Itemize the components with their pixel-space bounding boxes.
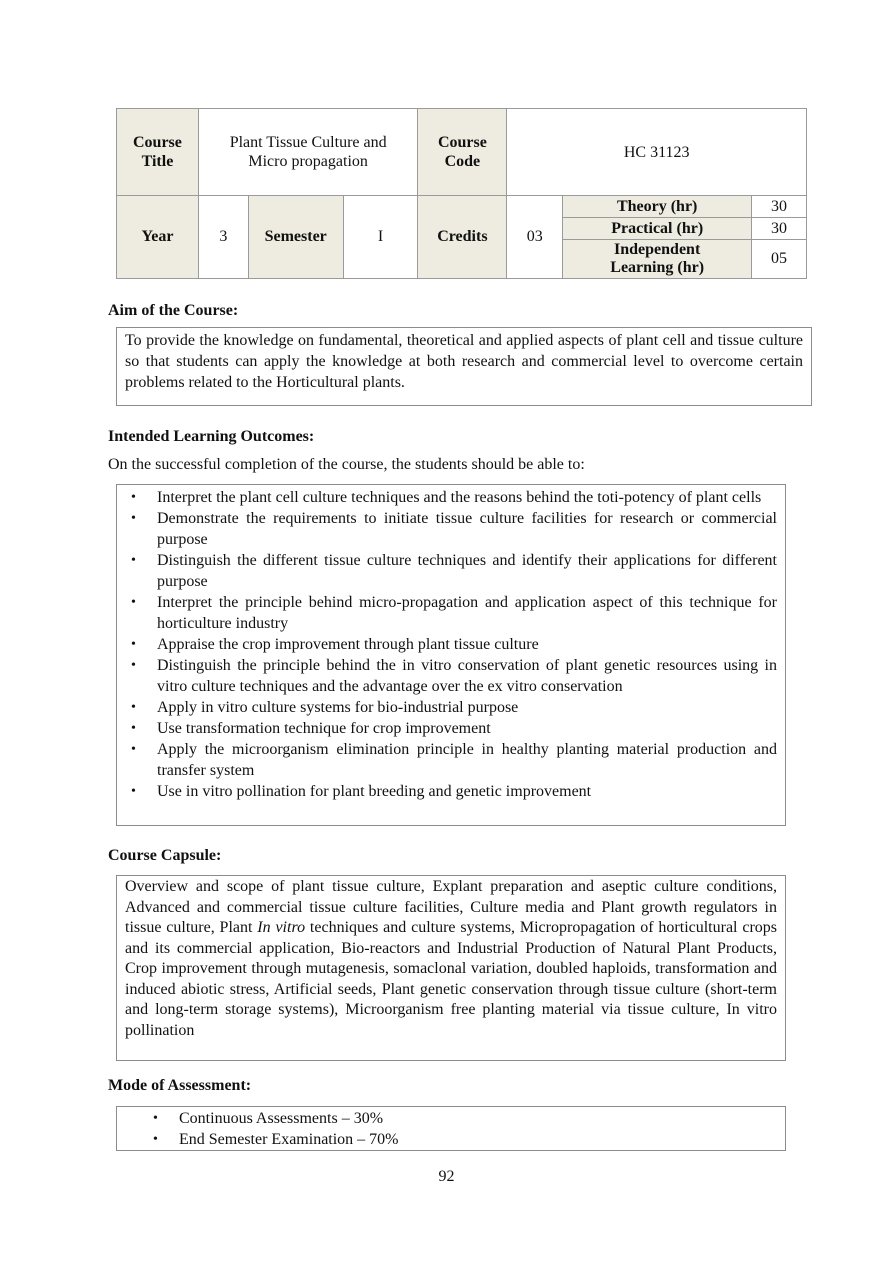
course-title-label: Course Title	[117, 109, 199, 196]
page-number: 92	[438, 1168, 455, 1185]
semester-label: Semester	[248, 196, 343, 279]
course-code-label: Course Code	[418, 109, 507, 196]
ilo-item: • Use transformation technique for crop improvement	[131, 720, 491, 737]
bullet-icon: •	[131, 637, 136, 652]
bullet-icon: •	[153, 1132, 158, 1147]
assessment-item: • End Semester Examination – 70%	[153, 1131, 399, 1148]
theory-hours-value: 30	[752, 196, 807, 218]
ilo-list	[125, 487, 777, 802]
year-value: 3	[198, 196, 248, 279]
bullet-icon: •	[131, 490, 136, 505]
ilo-item: • Interpret the principle behind micro-propagation and application aspect of this technique for horticulture industry	[131, 594, 777, 632]
theory-hours-label: Theory (hr)	[563, 196, 752, 218]
ilo-item: • Use in vitro pollination for plant breeding and genetic improvement	[131, 783, 592, 800]
ilo-item: • Apply in vitro culture systems for bio-industrial purpose	[131, 699, 519, 716]
independent-learning-label: Independent Learning (hr)	[563, 240, 752, 279]
capsule-heading: Course Capsule:	[108, 847, 222, 864]
bullet-icon: •	[131, 658, 136, 673]
ilo-intro: On the successful completion of the course, the students should be able to:	[108, 456, 585, 473]
bullet-icon: •	[131, 700, 136, 715]
bullet-icon: •	[153, 1111, 158, 1126]
ilo-item: • Demonstrate the requirements to initiate tissue culture facilities for research or commercial purpose	[131, 510, 777, 548]
bullet-icon: •	[131, 595, 136, 610]
aim-heading: Aim of the Course:	[108, 302, 239, 319]
credits-label: Credits	[418, 196, 507, 279]
practical-hours-value: 30	[752, 218, 807, 240]
bullet-icon: •	[131, 784, 136, 799]
capsule-text-part2: techniques and culture systems, Micropropagation of horticultural crops and its commercial application, Bio-reactors and Industrial Production of Natural Plant Products, Crop improvement through mutagenesis, somaclonal variation, doubled haploids, transformation and induced abiotic stress, Artificial seeds, Plant genetic conservation through tissue culture (short-term and long-term storage systems), Microorganism free planting material via tissue culture, In vitro pollination	[125, 919, 777, 1039]
independent-learning-value: 05	[752, 240, 807, 279]
course-code-value: HC 31123	[507, 109, 807, 196]
practical-hours-label: Practical (hr)	[563, 218, 752, 240]
bullet-icon: •	[131, 742, 136, 757]
ilo-heading: Intended Learning Outcomes:	[108, 428, 315, 445]
year-label: Year	[117, 196, 199, 279]
capsule-text-part1: Overview and scope of plant tissue culture, Explant preparation and aseptic culture conditions, Advanced and commercial tissue culture facilities, Culture media and Plant growth regulators in tissue culture, Plant	[125, 878, 777, 936]
assessment-heading: Mode of Assessment:	[108, 1077, 252, 1094]
semester-value: I	[343, 196, 418, 279]
assessment-list	[125, 1108, 777, 1150]
aim-box	[116, 327, 812, 406]
ilo-item: • Distinguish the different tissue culture techniques and identify their applications for different purpose	[131, 552, 777, 590]
assessment-item: • Continuous Assessments – 30%	[153, 1110, 384, 1127]
ilo-box	[116, 484, 786, 826]
capsule-box	[116, 875, 786, 1061]
ilo-item: • Distinguish the principle behind the in vitro conservation of plant genetic resources using in vitro culture techniques and the advantage over the ex vitro conservation	[131, 657, 777, 695]
bullet-icon: •	[131, 721, 136, 736]
bullet-icon: •	[131, 553, 136, 568]
bullet-icon: •	[131, 511, 136, 526]
aim-text: To provide the knowledge on fundamental, theoretical and applied aspects of plant cell and tissue culture so that students can apply the knowledge at both research and commercial level to overcome certain problems related to the Horticultural plants.	[125, 332, 803, 391]
assessment-box	[116, 1106, 786, 1151]
capsule-text-italic: In vitro	[257, 919, 306, 936]
ilo-item: • Apply the microorganism elimination principle in healthy planting material production and transfer system	[131, 741, 777, 779]
course-title-value: Plant Tissue Culture and Micro propagation	[198, 109, 418, 196]
credits-value: 03	[507, 196, 563, 279]
ilo-item: • Appraise the crop improvement through plant tissue culture	[131, 636, 539, 653]
course-info-table	[116, 108, 807, 279]
ilo-item: • Interpret the plant cell culture techniques and the reasons behind the toti-potency of plant cells	[131, 489, 762, 506]
